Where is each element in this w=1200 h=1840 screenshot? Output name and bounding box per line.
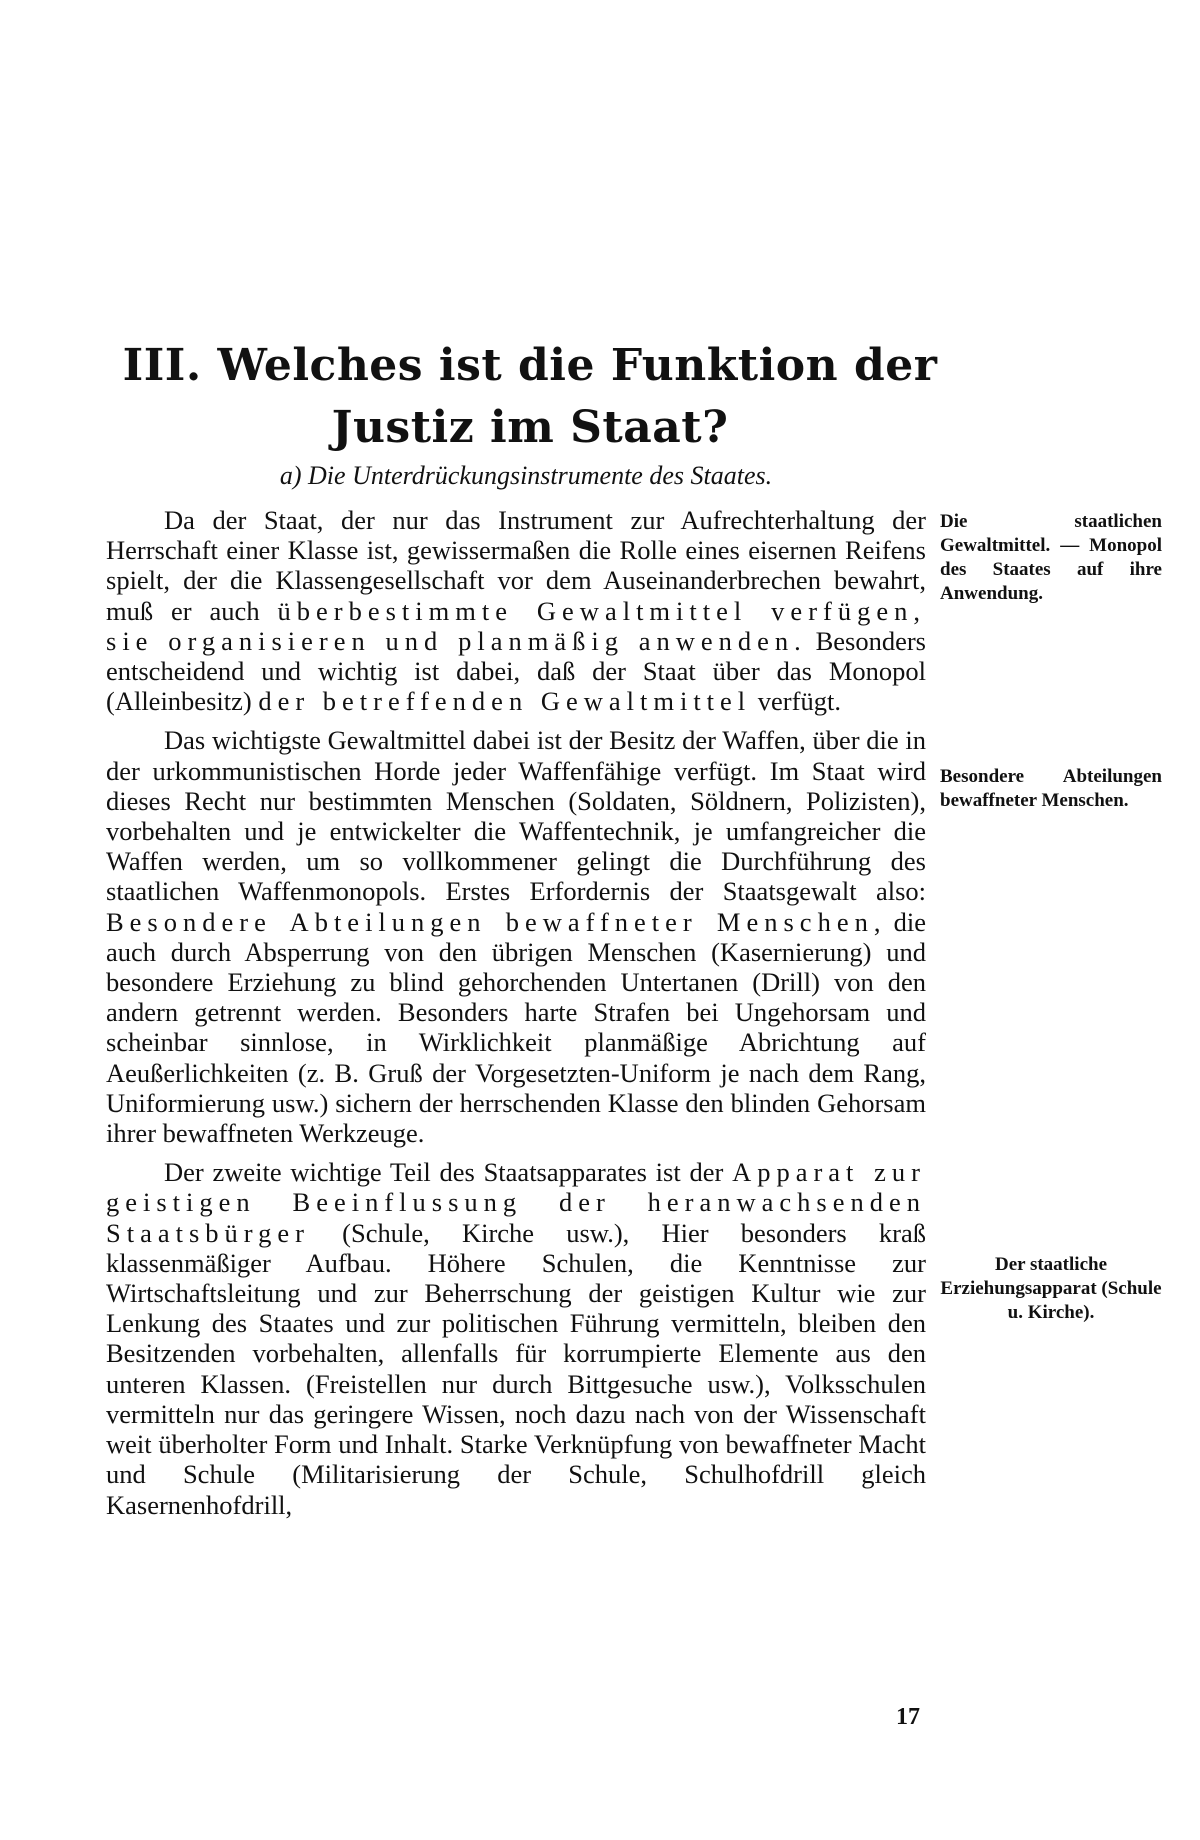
paragraph-3 bbox=[106, 1157, 926, 1519]
section-subheading: a) Die Unterdrückungsinstrumente des Staates. bbox=[279, 461, 773, 490]
body-text bbox=[106, 505, 926, 1529]
margin-note-erziehungsapparat: Der staatliche Erziehungsapparat (Schule u. Kirche). bbox=[940, 1254, 1162, 1323]
paragraph-2-text-a: Das wichtigste Gewaltmittel dabei ist der Besitz der Waffen, über die in der urkommunistischen Horde jeder Waffenfähige verfügt. Im Staat wird dieses Recht nur bestimmten Menschen (Soldaten, Söldnern, Polizisten), vorbehalten und je entwickelter die Waffentechnik, je umfangreicher die Waffen werden, um so vollkommener gelingt die Durchführung des staatlichen Waffenmonopols. Erstes Erfordernis der Staatsgewalt also: bbox=[106, 725, 926, 907]
chapter-heading bbox=[120, 335, 940, 459]
paragraph-1-emphasis-b: der betreffenden Gewaltmittel bbox=[258, 686, 752, 717]
paragraph-3-text-b: (Schule, Kirche usw.), Hier besonders kraß klassenmäßiger Aufbau. Höhere Schulen, die Kenntnisse zur Wirtschaftsleitung und zur Beherrschung der geistigen Kultur wie zur Lenkung des Staates und zur politischen Führung vermitteln, bleiben den Besitzenden vorbehalten, allenfalls für korrumpierte Elemente aus den unteren Klassen. (Freistellen nur durch Bittgesuche usw.), Volksschulen vermitteln nur das geringere Wissen, noch dazu nach von der Wissenschaft weit überholter Form und Inhalt. Starke Verknüpfung von bewaffneter Macht und Schule (Militarisierung der Schule, Schulhofdrill gleich Kasernenhofdrill, bbox=[106, 1217, 926, 1520]
paragraph-3-text-a: Der zweite wichtige Teil des Staatsapparates ist der bbox=[164, 1157, 733, 1188]
paragraph-1-text-a: Da der Staat, der nur das Instrument zur Aufrechterhaltung der Herrschaft einer Klasse ist, gewissermaßen die Rolle eines eisernen Reifens spielt, der die Klassengesellschaft vor dem Auseinanderbrechen bewahrt, muß er auch bbox=[106, 505, 926, 626]
paragraph-1-text-c: verfügt. bbox=[751, 686, 841, 717]
paragraph-1 bbox=[106, 505, 926, 716]
page-number: 17 bbox=[896, 1704, 920, 1730]
margin-note-abteilungen: Besondere Abteilungen bewaffneter Menschen. bbox=[940, 766, 1162, 811]
margin-note-gewaltmittel: Die staatlichen Gewaltmittel. — Monopol des Staates auf ihre Anwendung. bbox=[940, 511, 1162, 604]
chapter-heading-line-1: III. Welches ist die Funktion der bbox=[122, 340, 938, 391]
paragraph-2-text-b: , die auch durch Absperrung von den übrigen Menschen (Kasernierung) und besondere Erziehung zu blind gehorchenden Untertanen (Drill) von den andern getrennt werden. Besonders harte Strafen bei Ungehorsam und scheinbar sinnlose, in Wirklichkeit planmäßige Abrichtung auf Aeußerlichkeiten (z. B. Gruß der Vorgesetzten-Uniform je nach dem Rang, Uniformierung usw.) sichern der herrschenden Klasse den blinden Gehorsam ihrer bewaffneten Werkzeuge. bbox=[106, 906, 927, 1149]
paragraph-2 bbox=[106, 725, 926, 1148]
paragraph-1-emphasis-a: überbestimmte Gewaltmittel verfügen, sie organisieren und planmäßig anwenden. bbox=[106, 595, 926, 656]
chapter-heading-line-2: Justiz im Staat? bbox=[331, 402, 729, 453]
paragraph-1-text-b: Besonders entscheidend und wichtig ist dabei, daß der Staat über das Monopol (Alleinbesitz) bbox=[106, 625, 926, 717]
paragraph-3-emphasis: Apparat zur geistigen Beeinflussung der heranwachsenden Staatsbürger bbox=[106, 1157, 927, 1248]
paragraph-2-emphasis: Besondere Abteilungen bewaffneter Menschen bbox=[106, 906, 874, 937]
